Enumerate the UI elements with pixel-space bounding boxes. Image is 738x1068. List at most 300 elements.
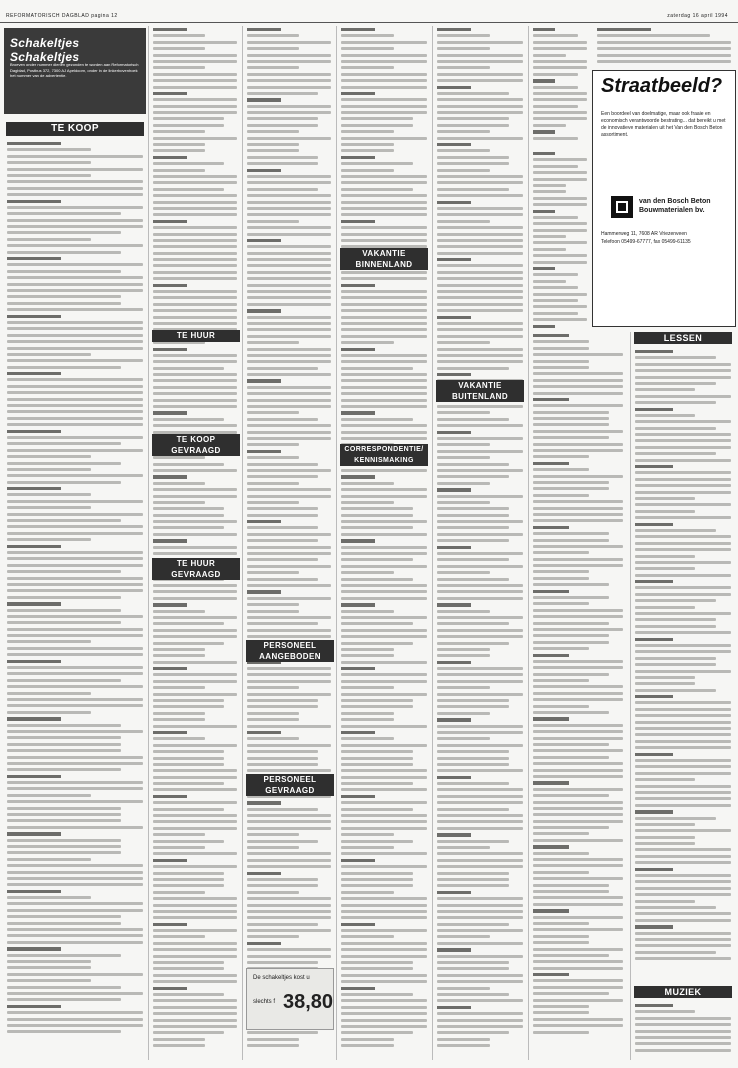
ad-text-line bbox=[247, 539, 318, 542]
ad-text-line bbox=[437, 79, 523, 82]
ad-text-line bbox=[533, 222, 587, 225]
ad-text-line bbox=[153, 379, 237, 382]
ad-text-line bbox=[341, 955, 427, 958]
ad-text-line bbox=[153, 923, 187, 926]
ad-text-line bbox=[437, 271, 523, 274]
ad-text-line bbox=[341, 34, 394, 37]
ad-text-line bbox=[533, 647, 589, 650]
ad-text-line bbox=[533, 248, 566, 251]
ad-text-line bbox=[533, 871, 589, 874]
ad-text-line bbox=[153, 948, 237, 951]
ad-text-line bbox=[153, 872, 224, 875]
ad-text-line bbox=[7, 698, 143, 701]
ad-text-line bbox=[7, 749, 121, 752]
ad-text-line bbox=[247, 584, 331, 587]
ad-text-line bbox=[437, 335, 523, 338]
ad-text-line bbox=[153, 348, 187, 351]
ad-text-line bbox=[635, 810, 673, 813]
ad-text-line bbox=[533, 34, 578, 37]
ad-text-line bbox=[153, 86, 237, 89]
ad-text-line bbox=[533, 267, 555, 270]
ad-text-line bbox=[533, 634, 609, 637]
ad-text-line bbox=[533, 1024, 623, 1027]
ad-text-line bbox=[7, 525, 143, 528]
ad-text-line bbox=[341, 801, 427, 804]
ad-text-line bbox=[153, 360, 237, 363]
section-lessen: LESSEN bbox=[634, 332, 732, 344]
promo-price: 38,80 bbox=[283, 991, 334, 1013]
ad-text-line bbox=[153, 603, 187, 606]
ad-text-line bbox=[437, 252, 523, 255]
ad-text-line bbox=[341, 635, 427, 638]
ad-text-line bbox=[153, 392, 237, 395]
ad-text-line bbox=[153, 456, 205, 459]
ad-text-line bbox=[341, 712, 394, 715]
ad-text-line bbox=[341, 948, 427, 951]
ad-text-line bbox=[153, 181, 237, 184]
ad-text-line bbox=[153, 891, 205, 894]
ad-text-line bbox=[437, 501, 490, 504]
ad-brand: van den Bosch Beton Bouwmaterialen bv. bbox=[639, 198, 711, 214]
ad-text-line bbox=[437, 233, 523, 236]
ad-text-line bbox=[7, 832, 61, 835]
ad-text-line bbox=[341, 60, 427, 63]
ad-text-line bbox=[341, 578, 413, 581]
ad-text-line bbox=[247, 322, 331, 325]
ad-straatbeeld[interactable] bbox=[592, 70, 736, 327]
ad-text-line bbox=[533, 884, 609, 887]
column-rule bbox=[242, 26, 243, 1060]
ad-text-line bbox=[247, 942, 281, 945]
ad-text-line bbox=[437, 680, 523, 683]
ad-text-line bbox=[341, 188, 413, 191]
ad-text-line bbox=[341, 290, 427, 293]
ad-text-line bbox=[247, 124, 318, 127]
ad-text-line bbox=[153, 750, 224, 753]
ad-text-line bbox=[7, 947, 61, 950]
ad-text-line bbox=[7, 436, 143, 439]
ad-text-line bbox=[7, 500, 143, 503]
ad-text-line bbox=[247, 463, 318, 466]
ad-text-line bbox=[153, 929, 237, 932]
ad-text-line bbox=[635, 612, 731, 615]
ad-text-line bbox=[153, 213, 237, 216]
ad-text-line bbox=[247, 34, 299, 37]
ad-text-line bbox=[437, 431, 471, 434]
ad-text-line bbox=[7, 902, 143, 905]
section-vakantie-binnenland: VAKANTIE BINNENLAND bbox=[340, 248, 428, 270]
ad-text-line bbox=[437, 635, 523, 638]
ad-text-line bbox=[341, 1012, 427, 1015]
ad-text-line bbox=[437, 47, 490, 50]
ad-text-line bbox=[635, 625, 716, 628]
ad-text-line bbox=[341, 558, 413, 561]
ad-text-line bbox=[635, 887, 731, 890]
ad-text-line bbox=[533, 532, 609, 535]
ad-text-line bbox=[635, 938, 731, 941]
ad-text-line bbox=[533, 692, 623, 695]
ad-text-line bbox=[7, 800, 143, 803]
column-9-bottom bbox=[632, 1002, 734, 1058]
ad-text-line bbox=[7, 538, 91, 541]
ad-text-line bbox=[533, 325, 555, 328]
ad-text-line bbox=[533, 318, 587, 321]
ad-text-line bbox=[7, 244, 143, 247]
ad-text-line bbox=[341, 1006, 427, 1009]
ad-text-line bbox=[533, 449, 623, 452]
ad-text-line bbox=[153, 207, 237, 210]
ad-text-line bbox=[533, 340, 589, 343]
ad-text-line bbox=[437, 207, 523, 210]
ad-text-line bbox=[153, 264, 237, 267]
ad-text-line bbox=[437, 341, 490, 344]
ad-text-line bbox=[7, 960, 91, 963]
ad-text-line bbox=[247, 335, 331, 338]
ad-text-line bbox=[7, 756, 143, 759]
ad-text-line bbox=[247, 852, 331, 855]
ad-text-line bbox=[247, 1031, 318, 1034]
ad-text-line bbox=[153, 1006, 237, 1009]
ad-text-line bbox=[341, 79, 427, 82]
ad-text-line bbox=[153, 188, 224, 191]
ad-text-line bbox=[533, 820, 623, 823]
ad-text-line bbox=[635, 593, 731, 596]
ad-text-line bbox=[533, 299, 578, 302]
ad-text-line bbox=[437, 610, 490, 613]
ad-text-line bbox=[153, 1038, 205, 1041]
ad-text-line bbox=[533, 673, 609, 676]
ad-text-line bbox=[341, 277, 427, 280]
ad-text-line bbox=[7, 692, 91, 695]
promo-prefix: slechts f bbox=[253, 999, 276, 1005]
ad-text-line bbox=[247, 565, 331, 568]
ad-text-line bbox=[341, 316, 427, 319]
ad-text-line bbox=[437, 935, 490, 938]
ad-text-line bbox=[153, 252, 237, 255]
section-te-huur-gevraagd: TE HUUR GEVRAAGD bbox=[152, 558, 240, 580]
ad-text-line bbox=[437, 437, 523, 440]
ad-text-line bbox=[635, 829, 731, 832]
ad-text-line bbox=[341, 916, 427, 919]
ad-text-line bbox=[7, 474, 143, 477]
ad-text-line bbox=[635, 356, 716, 359]
ad-text-line bbox=[341, 156, 375, 159]
ad-text-line bbox=[635, 772, 731, 775]
ad-text-line bbox=[7, 973, 143, 976]
ad-text-line bbox=[153, 935, 205, 938]
ad-text-line bbox=[153, 942, 237, 945]
ad-text-line bbox=[635, 740, 731, 743]
ad-text-line bbox=[341, 661, 427, 664]
ad-text-line bbox=[7, 615, 143, 618]
ad-text-line bbox=[7, 577, 143, 580]
ad-text-line bbox=[153, 507, 224, 510]
ad-text-line bbox=[247, 872, 281, 875]
ad-text-line bbox=[7, 219, 143, 222]
ad-text-line bbox=[7, 909, 143, 912]
ad-text-line bbox=[247, 296, 331, 299]
ad-text-line bbox=[437, 820, 523, 823]
ad-text-line bbox=[153, 814, 237, 817]
ad-text-line bbox=[437, 891, 471, 894]
ad-text-line bbox=[341, 935, 394, 938]
ad-text-line bbox=[533, 1011, 589, 1014]
ad-text-line bbox=[437, 322, 523, 325]
ad-text-line bbox=[247, 916, 331, 919]
ad-text-line bbox=[7, 200, 61, 203]
ad-text-line bbox=[7, 506, 91, 509]
ad-text-line bbox=[341, 105, 427, 108]
ad-text-line bbox=[247, 495, 331, 498]
ad-text-line bbox=[437, 987, 490, 990]
ad-text-line bbox=[437, 693, 523, 696]
ad-text-line bbox=[247, 546, 331, 549]
ad-text-line bbox=[533, 769, 623, 772]
ad-text-line bbox=[533, 832, 589, 835]
ad-text-line bbox=[153, 769, 237, 772]
ad-text-line bbox=[153, 386, 237, 389]
ad-text-line bbox=[635, 912, 731, 915]
ad-text-line bbox=[247, 686, 299, 689]
ad-text-line bbox=[341, 629, 427, 632]
ad-text-line bbox=[341, 552, 427, 555]
ad-text-line bbox=[153, 105, 237, 108]
ad-text-line bbox=[153, 284, 187, 287]
ad-text-line bbox=[437, 776, 471, 779]
ad-text-line bbox=[7, 1018, 143, 1021]
ad-text-line bbox=[533, 730, 623, 733]
ad-text-line bbox=[7, 1005, 61, 1008]
ad-text-line bbox=[247, 846, 299, 849]
ad-text-line bbox=[635, 382, 716, 385]
ad-text-line bbox=[437, 712, 490, 715]
ad-text-line bbox=[341, 495, 427, 498]
ad-text-line bbox=[247, 833, 299, 836]
section-te-koop: TE KOOP bbox=[6, 122, 144, 136]
ad-text-line bbox=[341, 788, 427, 791]
ad-text-line bbox=[341, 469, 427, 472]
ad-text-line bbox=[153, 897, 237, 900]
ad-text-line bbox=[533, 379, 623, 382]
ad-text-line bbox=[341, 961, 413, 964]
ad-text-line bbox=[533, 293, 587, 296]
ad-text-line bbox=[533, 353, 623, 356]
ad-text-line bbox=[153, 980, 237, 983]
ad-text-line bbox=[437, 769, 523, 772]
ad-text-line bbox=[247, 117, 318, 120]
ad-text-line bbox=[437, 654, 490, 657]
ad-text-line bbox=[153, 201, 237, 204]
ad-text-line bbox=[635, 804, 731, 807]
ad-text-line bbox=[153, 137, 237, 140]
ad-text-line bbox=[7, 941, 143, 944]
ad-text-line bbox=[247, 271, 331, 274]
ad-text-line bbox=[437, 884, 509, 887]
ad-text-line bbox=[533, 197, 587, 200]
ad-text-line bbox=[437, 833, 471, 836]
ad-text-line bbox=[635, 420, 731, 423]
ad-text-line bbox=[341, 622, 413, 625]
ad-text-line bbox=[437, 571, 490, 574]
ad-text-line bbox=[247, 284, 331, 287]
ad-text-line bbox=[153, 1019, 237, 1022]
ad-text-line bbox=[437, 411, 490, 414]
ad-text-line bbox=[533, 385, 623, 388]
ad-text-line bbox=[597, 41, 731, 44]
ad-text-line bbox=[341, 533, 427, 536]
ad-text-line bbox=[533, 273, 578, 276]
ad-text-line bbox=[247, 47, 299, 50]
ad-text-line bbox=[153, 482, 205, 485]
ad-text-line bbox=[437, 284, 523, 287]
ad-text-line bbox=[437, 264, 523, 267]
ad-text-line bbox=[533, 679, 589, 682]
ad-text-line bbox=[533, 602, 589, 605]
ad-text-line bbox=[341, 431, 427, 434]
ad-text-line bbox=[341, 750, 413, 753]
ad-text-line bbox=[153, 239, 237, 242]
ad-text-line bbox=[341, 399, 427, 402]
ad-text-line bbox=[437, 98, 523, 101]
ad-text-line bbox=[153, 916, 237, 919]
ad-text-line bbox=[7, 206, 143, 209]
ad-text-line bbox=[153, 852, 237, 855]
ad-text-line bbox=[247, 245, 331, 248]
ad-text-line bbox=[533, 286, 578, 289]
ad-text-line bbox=[247, 884, 318, 887]
ad-text-line bbox=[533, 92, 587, 95]
ad-text-line bbox=[7, 513, 143, 516]
ad-text-line bbox=[437, 757, 509, 760]
column-rule bbox=[630, 332, 631, 1060]
ad-text-line bbox=[635, 919, 731, 922]
ad-text-line bbox=[341, 303, 427, 306]
ad-text-line bbox=[153, 47, 205, 50]
ad-text-line bbox=[533, 229, 587, 232]
ad-text-line bbox=[635, 733, 731, 736]
ad-text-line bbox=[635, 721, 731, 724]
section-te-koop-gevraagd: TE KOOP GEVRAAGD bbox=[152, 434, 240, 456]
ad-text-line bbox=[341, 41, 427, 44]
ad-text-line bbox=[635, 855, 731, 858]
ad-text-line bbox=[7, 168, 143, 171]
ad-text-line bbox=[153, 654, 205, 657]
ad-text-line bbox=[533, 203, 587, 206]
ad-text-line bbox=[533, 79, 555, 82]
ad-text-line bbox=[341, 827, 427, 830]
ad-text-line bbox=[341, 143, 394, 146]
ad-text-line bbox=[153, 41, 237, 44]
ad-text-line bbox=[437, 443, 490, 446]
ad-text-line bbox=[7, 449, 143, 452]
ad-text-line bbox=[437, 955, 523, 958]
ad-text-line bbox=[341, 782, 413, 785]
ad-text-line bbox=[437, 28, 471, 31]
ad-text-line bbox=[153, 322, 237, 325]
ad-text-line bbox=[7, 915, 121, 918]
ad-text-line bbox=[533, 392, 623, 395]
ad-text-line bbox=[7, 180, 143, 183]
ad-text-line bbox=[341, 501, 394, 504]
ad-text-line bbox=[153, 801, 237, 804]
ad-text-line bbox=[533, 526, 569, 529]
ad-text-line bbox=[7, 589, 143, 592]
ad-text-line bbox=[635, 555, 695, 558]
ad-text-line bbox=[247, 859, 331, 862]
ad-text-line bbox=[247, 827, 331, 830]
ad-text-line bbox=[7, 263, 143, 266]
ad-text-line bbox=[247, 207, 331, 210]
column-3 bbox=[244, 26, 334, 1060]
ad-text-line bbox=[7, 781, 143, 784]
ad-text-line bbox=[437, 405, 523, 408]
ad-text-line bbox=[341, 379, 427, 382]
ad-text-line bbox=[7, 858, 91, 861]
ad-text-line bbox=[7, 634, 143, 637]
ad-text-line bbox=[635, 1023, 731, 1026]
ad-text-line bbox=[533, 666, 623, 669]
ad-text-line bbox=[437, 961, 509, 964]
ad-text-line bbox=[247, 725, 331, 728]
ad-text-line bbox=[7, 966, 91, 969]
ad-text-line bbox=[341, 546, 427, 549]
ad-text-line bbox=[153, 616, 237, 619]
ad-text-line bbox=[635, 676, 695, 679]
page-header-left: REFORMATORISCH DAGBLAD pagina 12 bbox=[6, 13, 118, 19]
ad-text-line bbox=[7, 257, 61, 260]
ad-text-line bbox=[7, 647, 143, 650]
ad-text-line bbox=[247, 194, 331, 197]
ad-text-line bbox=[153, 846, 205, 849]
ad-text-line bbox=[533, 916, 623, 919]
ad-text-line bbox=[153, 271, 237, 274]
ad-text-line bbox=[635, 689, 716, 692]
ad-text-line bbox=[341, 539, 375, 542]
ad-text-line bbox=[635, 868, 673, 871]
ad-text-line bbox=[7, 353, 91, 356]
ad-text-line bbox=[247, 923, 318, 926]
ad-text-line bbox=[153, 316, 237, 319]
ad-text-line bbox=[635, 1042, 731, 1045]
ad-text-line bbox=[7, 462, 121, 465]
ad-text-line bbox=[7, 807, 121, 810]
ad-text-line bbox=[341, 28, 375, 31]
column-5 bbox=[434, 26, 526, 1060]
ad-text-line bbox=[247, 897, 331, 900]
ad-text-line bbox=[533, 826, 609, 829]
ad-text-line bbox=[341, 86, 427, 89]
ad-text-line bbox=[7, 1011, 143, 1014]
ad-text-line bbox=[153, 718, 205, 721]
ad-text-line bbox=[635, 491, 731, 494]
ad-text-line bbox=[533, 47, 587, 50]
ad-text-line bbox=[7, 430, 61, 433]
ad-text-line bbox=[533, 960, 623, 963]
ad-text-line bbox=[7, 685, 143, 688]
ad-text-line bbox=[247, 226, 331, 229]
ad-text-line bbox=[437, 629, 523, 632]
ad-text-line bbox=[153, 169, 205, 172]
ad-text-line bbox=[635, 670, 731, 673]
ad-text-line bbox=[153, 584, 237, 587]
ad-text-line bbox=[247, 399, 331, 402]
ad-text-line bbox=[533, 890, 609, 893]
ad-text-line bbox=[533, 705, 589, 708]
ad-text-line bbox=[153, 884, 224, 887]
ad-text-line bbox=[341, 667, 375, 670]
ad-text-line bbox=[247, 73, 331, 76]
ad-text-line bbox=[533, 590, 569, 593]
